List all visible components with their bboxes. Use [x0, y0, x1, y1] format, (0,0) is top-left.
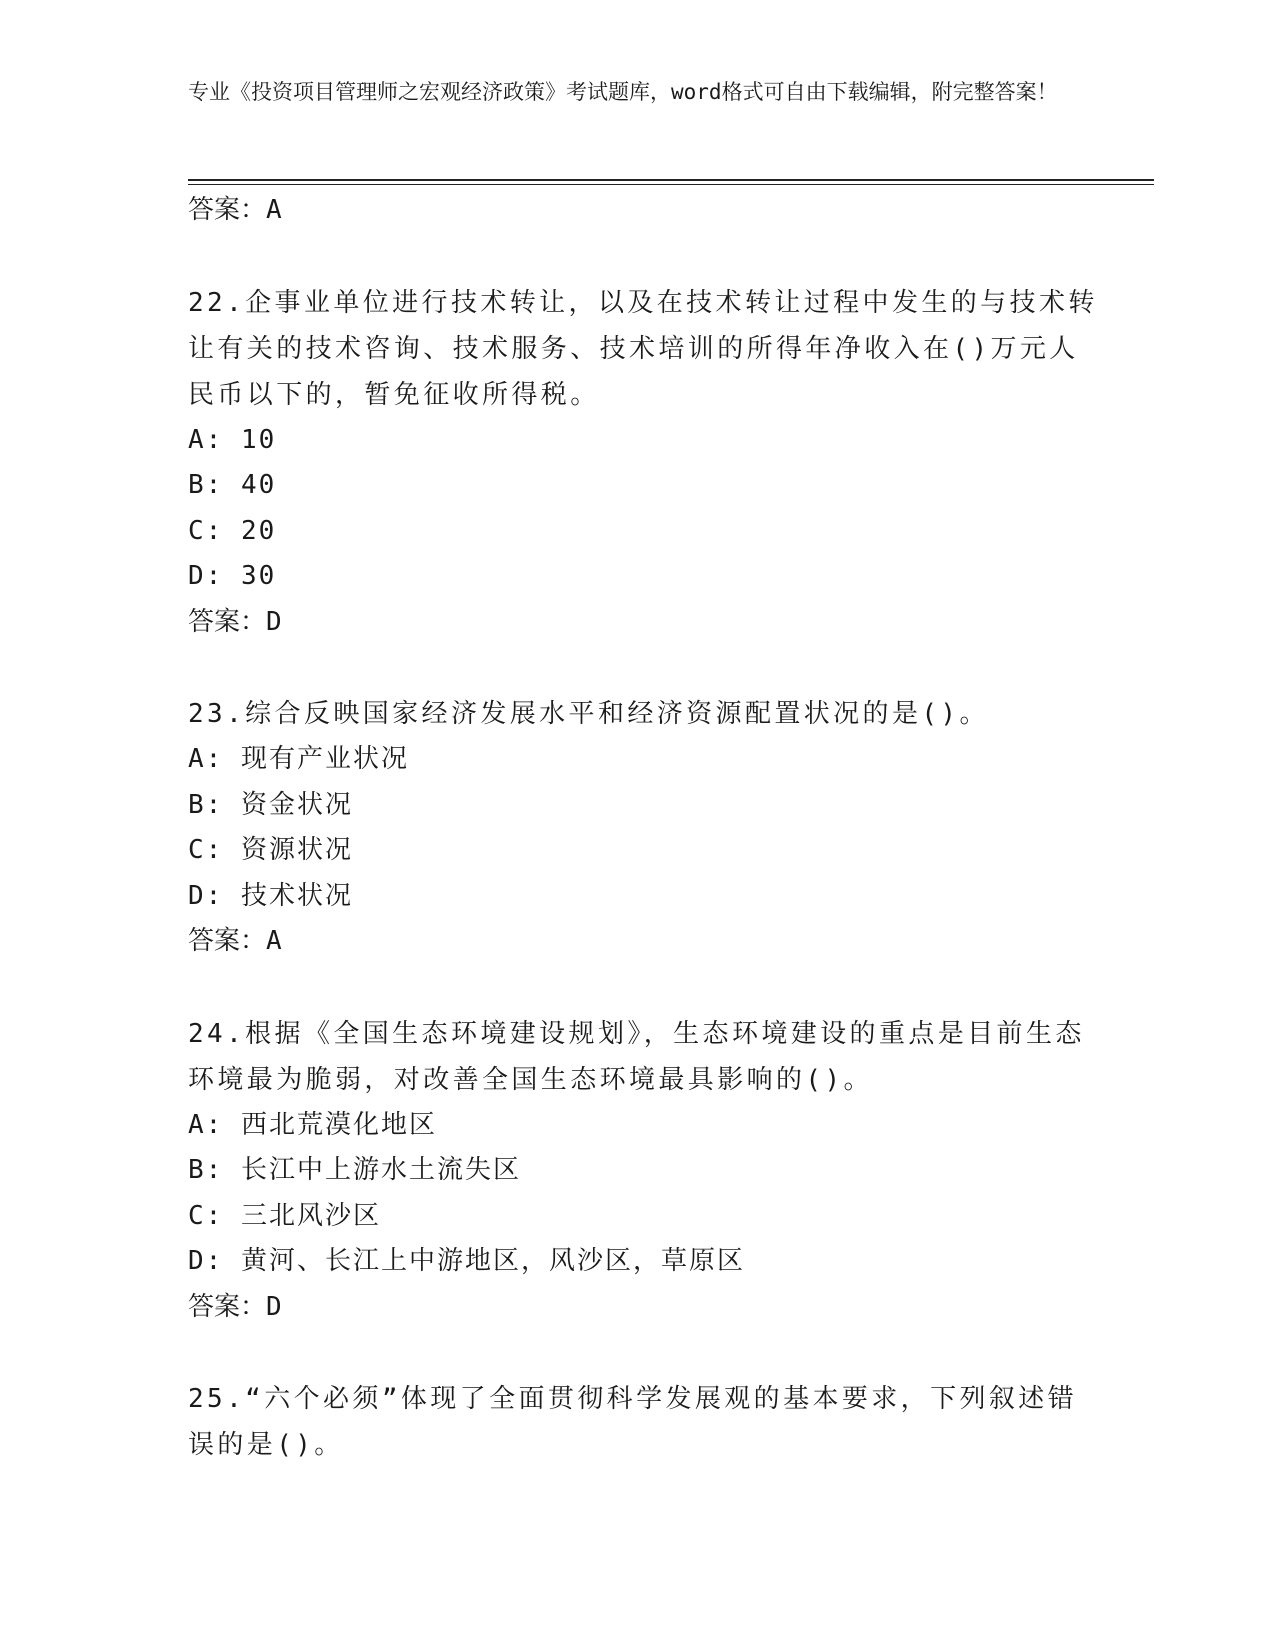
option-d: D: 黄河、长江上中游地区，风沙区，草原区: [188, 1246, 745, 1276]
answer-line: 答案：A: [188, 926, 282, 956]
question-list: [188, 188, 1168, 1468]
question-23: [188, 691, 1168, 965]
document-intro: 专业《投资项目管理师之宏观经济政策》考试题库，word格式可自由下载编辑，附完整答案！: [188, 80, 1058, 104]
question-stem: 25.“六个必须”体现了全面贯彻科学发展观的基本要求，下列叙述错误的是()。: [188, 1384, 1078, 1460]
option-a: A: 西北荒漠化地区: [188, 1109, 437, 1140]
option-b: B: 长江中上游水土流失区: [188, 1155, 521, 1185]
option-c: C: 20: [188, 515, 277, 546]
header-divider: [188, 179, 1154, 185]
question-stem: 23.综合反映国家经济发展水平和经济资源配置状况的是()。: [188, 699, 989, 729]
option-d: D: 30: [188, 561, 277, 591]
question-stem: 24.根据《全国生态环境建设规划》，生态环境建设的重点是目前生态环境最为脆弱，对改善全国生态环境最具影响的()。: [188, 1018, 1085, 1095]
option-b: B: 资金状况: [188, 789, 353, 820]
option-a: A: 现有产业状况: [188, 744, 409, 774]
answer-line: 答案：D: [188, 1291, 282, 1322]
option-a: A: 10: [188, 424, 277, 455]
option-c: C: 三北风沙区: [188, 1200, 381, 1231]
answer-line: 答案：A: [188, 195, 282, 225]
option-d: D: 技术状况: [188, 880, 353, 911]
question-24: [188, 1011, 1168, 1331]
answer-line: 答案：D: [188, 606, 282, 637]
question-stem: 22.企事业单位进行技术转让，以及在技术转让过程中发生的与技术转让有关的技术咨询、技术服务、技术培训的所得年净收入在()万元人民币以下的，暂免征收所得税。: [188, 287, 1098, 410]
question-22: [188, 280, 1168, 646]
question-25: [188, 1376, 1168, 1468]
option-c: C: 资源状况: [188, 835, 353, 865]
option-b: B: 40: [188, 470, 277, 500]
